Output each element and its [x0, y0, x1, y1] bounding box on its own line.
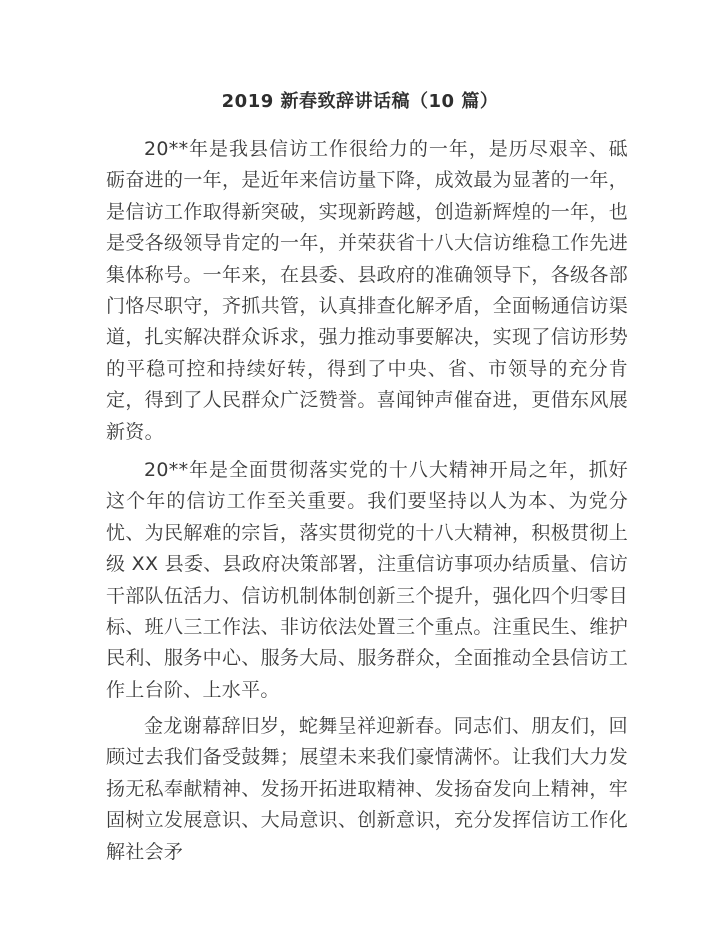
paragraph-3: 金龙谢幕辞旧岁，蛇舞呈祥迎新春。同志们、朋友们，回顾过去我们备受鼓舞；展望未来我们豪情满怀。让我们大力发扬无私奉献精神、发扬开拓进取精神、发扬奋发向上精神，牢固树立发展意识、大局意识、创新意识，充分发挥信访工作化解社会矛	[106, 715, 628, 863]
paragraph-2: 20**年是全面贯彻落实党的十八大精神开局之年，抓好这个年的信访工作至关重要。我们要坚持以人为本、为党分忧、为民解难的宗旨，落实贯彻党的十八大精神，积极贯彻上级 XX 县委、县政府决策部署，注重信访事项办结质量、信访干部队伍活力、信访机制体制创新三个提升，强化四个归零目标、班八三工作法、非访依法处置三个重点。注重民生、维护民利、服务中心、服务大局、服务群众，全面推动全县信访工作上台阶、上水平。	[106, 459, 628, 701]
document-title: 2019 新春致辞讲话稿（10 篇）	[221, 91, 499, 112]
paragraph-1: 20**年是我县信访工作很给力的一年，是历尽艰辛、砥砺奋进的一年，是近年来信访量下降，成效最为显著的一年，是信访工作取得新突破，实现新跨越，创造新辉煌的一年，也是受各级领导肯定的一年，并荣获省十八大信访维稳工作先进集体称号。一年来，在县委、县政府的准确领导下，各级各部门恪尽职守，齐抓共管，认真排查化解矛盾，全面畅通信访渠道，扎实解决群众诉求，强力推动事要解决，实现了信访形势的平稳可控和持续好转，得到了中央、省、市领导的充分肯定，得到了人民群众广泛赞誉。喜闻钟声催奋进，更借东风展新资。	[106, 138, 628, 443]
